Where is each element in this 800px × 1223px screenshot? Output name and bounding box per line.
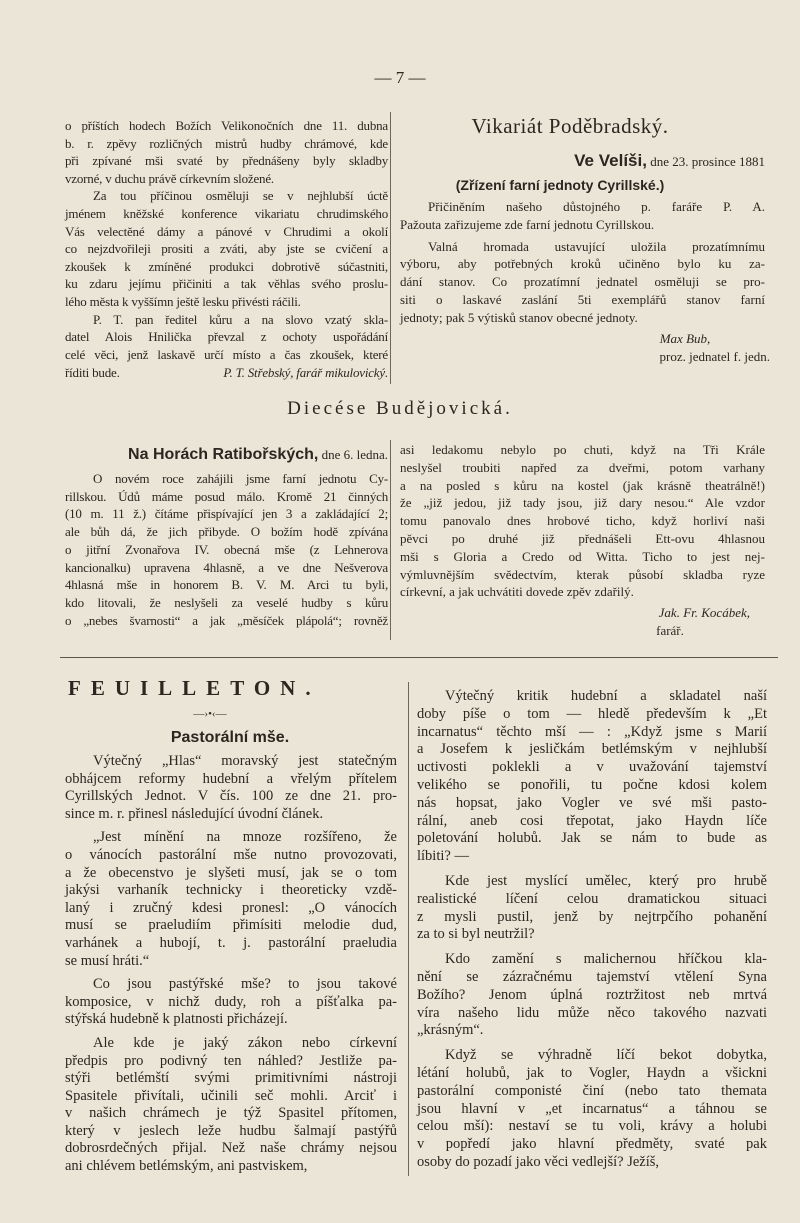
text-line: rillskou. Údů máme posud málo. Kromě 21 činných <box>65 488 388 504</box>
signature-name: Max Bub, <box>659 331 711 346</box>
text-line: lého města k vyššímn ještě lesku přivésti ráčili. <box>65 293 301 309</box>
text-line: ale bůh dá, že jich přibyde. O božím hodě zpívána <box>65 524 388 540</box>
place-name: Ve Velíši, <box>574 151 647 170</box>
text-line: církevní, a jak uchvátiti dovede zpěv zdařilý. <box>400 584 634 600</box>
text-line: jsou hlavní v „et incarnatus“ a táhnou se <box>417 1100 767 1117</box>
text-line: Cyrillských Jednot. V čís. 100 ze dne 21. pro- <box>65 788 397 805</box>
text-line: since m. r. přinesl následující úvodní článek. <box>65 805 324 822</box>
mid-left-heading <box>65 446 388 464</box>
text-line: doby píše o tom — hledě především k „Et <box>417 705 767 722</box>
signature-role: proz. jednatel f. jedn. <box>659 349 770 364</box>
column-divider <box>390 440 391 640</box>
text-line: ku zdaru jejímu přičiniti a tak věhlas svého proslu- <box>65 276 388 292</box>
text-line: Když se výhradně líčí bekot dobytka, <box>445 1047 767 1064</box>
text-line: 4hlasná mše in honorem B. V. M. Arci tu byli, <box>65 577 388 593</box>
text-line: siti o laskavé zaslání 5ti exemplářů stanov farní <box>400 291 765 307</box>
page-number: — 7 — <box>374 68 426 87</box>
text-line: Vás velectěné dámy a pánové v Chrudimi a okolí <box>65 223 388 239</box>
article-title: Pastorální mše. <box>170 729 290 746</box>
top-left-final-row <box>65 364 388 382</box>
text-line: ani chlévem betlémským, ani pastviskem, <box>65 1158 308 1175</box>
text-line: Přičiněním našeho důstojného p. faráře P. A. <box>428 199 765 214</box>
date: dne 6. ledna. <box>321 447 388 462</box>
text-line: asi ledakomu nebylo po chuti, když na Tři Krále <box>400 442 765 457</box>
text-line: Co jsou pastýřské mše? to jsou takové <box>93 976 397 993</box>
text-line: Valná hromada ustavující uložila prozatímnímu <box>428 238 765 254</box>
paragraph <box>417 873 767 944</box>
text-line: zkoušek k zmíněné produkci dobrotivě súčastniti, <box>65 258 388 274</box>
text-line: víra našeho lidu může něco takového nazvati <box>417 1004 767 1021</box>
text-line: realistické líčení celou dramatickou situaci <box>417 890 767 907</box>
paragraph <box>400 238 765 327</box>
text-line: jednoty; pak 5 výtisků stanov obecné jednoty. <box>400 309 638 325</box>
text-line: a Josefem k jesličkám betlémským v nejhlubší <box>417 741 767 758</box>
text-line: který v jeslech leže hudbu šalmají pastýřů <box>65 1122 397 1139</box>
diocese-heading: Diecése Budějovická. <box>287 398 513 419</box>
paragraph <box>400 441 765 601</box>
feuilleton-left-column <box>65 753 397 1176</box>
signature-name: Jak. Fr. Kocábek, <box>658 605 750 620</box>
text-line: že „již jedou, již tady jsou, již dary nesou.“ Ale vzdor <box>400 495 765 511</box>
text-line: Spasitele přivítali, učinili seč mohli. Arciť i <box>65 1087 397 1104</box>
text-line: při zpívané mši svaté by přednášeny byly skladby <box>65 153 388 169</box>
text-line: výboru, aby potřebných kroků učiněno bylo ku za- <box>400 256 765 272</box>
text-line: uctivosti poklekli a v uvažování tajemství <box>417 759 767 776</box>
final-line: říditi bude. <box>65 365 120 380</box>
text-line: Ale kde je jaký zákon nebo církevní <box>93 1034 397 1051</box>
text-line: celou mší): nestaví se tu voli, krávy a holubi <box>417 1118 767 1135</box>
text-line: jménem kněžské konference vikariatu chrudimského <box>65 205 388 221</box>
text-line: o vánocích pastorální mše nutno provozovati, <box>65 846 397 863</box>
text-line: za to si byl neutržil? <box>417 926 535 943</box>
text-line: se musí hráti.“ <box>65 952 150 969</box>
text-line: neslyšel troubiti napřed za dveřmi, potom varhany <box>400 459 765 475</box>
top-right-article <box>400 198 765 327</box>
text-line: tomu panovalo dnes hrobové ticho, když horliví naši <box>400 513 765 529</box>
signature-role: farář. <box>656 623 684 638</box>
paragraph <box>65 976 397 1029</box>
text-line: v popředí jako hlavní předměty, svaté pak <box>417 1136 767 1153</box>
ornament: —›•‹— <box>193 708 227 720</box>
text-line: o příštích hodech Božích Velikonočních dne 11. dubna <box>65 118 388 133</box>
text-line: „krásným“. <box>417 1022 484 1039</box>
feuilleton-right-column <box>417 688 767 1172</box>
text-line: dobrosrdečných přijal. Než naše chrámy nejsou <box>65 1140 397 1157</box>
paragraph <box>65 753 397 823</box>
paragraph <box>417 1047 767 1172</box>
text-line: datel Alois Hnilička převzal z ochoty uspořádání <box>65 329 388 345</box>
text-line: Výtečný „Hlas“ moravský jest statečným <box>93 753 397 769</box>
text-line: komposice, v nichž dudy, roh a píšťalka pa- <box>65 993 397 1010</box>
text-line: pastorální componisté činí (nebo tato themata <box>417 1082 767 1099</box>
text-line: Kde jest myslící umělec, který pro hrubě <box>445 872 767 889</box>
text-line: dání stanov. Co prozatímní jednatel osměluji se pro- <box>400 274 765 290</box>
text-line: O novém roce zahájili jsme farní jednotu Cy- <box>93 471 388 486</box>
paragraph <box>400 198 765 234</box>
mid-left-article <box>65 470 388 629</box>
feuilleton-heading: FEUILLETON. <box>68 676 321 700</box>
text-line: kdo litovali, že neslyšeli za veselé hudby s kůru <box>65 594 388 610</box>
text-line: (10 m. 11 ž.) čítáme přispívající jen 3 a zakládající 2; <box>65 506 388 522</box>
text-line: velikého se ponořili, tu počne kdosi kolem <box>417 776 767 793</box>
text-line: předpis pro podivný ten náhled? Jestliže pa- <box>65 1052 397 1069</box>
subtitle: (Zřízení farní jednoty Cyrillské.) <box>455 177 665 193</box>
text-line: o jitřní Zvonařova IV. obecná mše (z Lehnerova <box>65 541 388 557</box>
section-rule <box>60 657 778 658</box>
text-line: pěvci po druhé již přednášeli Ett-ovu 4hlasnou <box>400 530 765 546</box>
text-line: Výtečný kritik hudební a skladatel naší <box>445 688 767 704</box>
paragraph <box>65 311 388 364</box>
text-line: rální, aneb cosi třepotat, jako Haydn líče <box>417 812 767 829</box>
text-line: výmluvnějším svědectvím, kterak působí skladba ryze <box>400 566 765 582</box>
section-title: Vikariát Poděbradský. <box>471 114 669 138</box>
column-divider <box>408 682 409 1176</box>
text-line: laný i zručný kdesi pronesl: „O vánocích <box>65 899 397 916</box>
text-line: Za tou příčinou osměluji se v nejhlubší úctě <box>93 188 388 204</box>
paragraph <box>65 470 388 629</box>
column-divider <box>390 112 391 384</box>
text-line: Božího? Jenom úplná roztržitost neb mrtvá <box>417 986 767 1003</box>
text-line: musí se praeludiím přimísiti melodie dud, <box>65 917 397 934</box>
text-line: Kdo zamění s malichernou hříčkou kla- <box>445 951 767 968</box>
mid-right-article <box>400 441 765 601</box>
text-line: incarnatus“ těchto mší — : „Když jsme s Marií <box>417 723 767 740</box>
paragraph <box>65 1035 397 1176</box>
date: dne 23. prosince 1881 <box>650 154 765 169</box>
paragraph <box>65 187 388 310</box>
top-left-article <box>65 117 388 363</box>
text-line: co nejzdvořileji prositi a zváti, aby jste se cvičení a <box>65 241 388 257</box>
text-line: varhánek a hubojí, t. j. pastorální praeludia <box>65 934 397 951</box>
text-line: a na posled s kůru na kostel (jak krásně theatrálně!) <box>400 477 765 493</box>
text-line: v našich chrámech je týž Spasitel přítomen, <box>65 1105 397 1122</box>
text-line: obhájcem reformy hudební a vřelým přítelem <box>65 770 397 787</box>
dateline <box>400 151 765 171</box>
text-line: stýři betlémští svými primitivními nástroji <box>65 1070 397 1087</box>
text-line: létání holubů, jak to Vogler, Haydn a všickni <box>417 1064 767 1081</box>
text-line: Pažouta zařizujeme zde farní jednotu Cyrillskou. <box>400 216 655 232</box>
text-line: mši s Gloria a Credo od Witta. Ticho to jest nej- <box>400 548 765 564</box>
text-line: líbiti? — <box>417 848 469 865</box>
place-name: Na Horách Ratibořských, <box>128 446 319 463</box>
text-line: poletování holubů. Jak se nám to bude as <box>417 830 767 847</box>
text-line: nás hopsat, jako Vogler ve své mši pasto- <box>417 794 767 811</box>
text-line: vzorné, v duchu právě církevním složené. <box>65 170 274 186</box>
text-line: celé věci, jenž laskavě určí místo a čas zkoušek, které <box>65 346 388 362</box>
text-line: o „nebes švarnosti“ a jak „měsíček plápolá“; rovněž <box>65 612 388 628</box>
text-line: „Jest mínění na mnoze rozšířeno, že <box>93 829 397 846</box>
text-line: jakýsi varhaník technicky i theoreticky vzdě- <box>65 882 397 899</box>
paragraph <box>417 951 767 1040</box>
text-line: a že obecenstvo je slyšeti musí, jak se o tom <box>65 864 397 881</box>
text-line: osoby do pozadí jako věci vedlejší? Ježíš, <box>417 1153 660 1170</box>
paragraph <box>65 117 388 187</box>
text-line: nění se zázračnému tajemství vtělení Syna <box>417 968 767 985</box>
text-line: stýřská hudebně k platnosti přicházejí. <box>65 1011 288 1028</box>
paragraph <box>417 688 767 866</box>
text-line: kancionalku) upravena 4hlasně, a ve dne Nešverova <box>65 559 388 575</box>
text-line: b. r. zpěvy rozličných mistrů hudby chrámové, kde <box>65 135 388 151</box>
text-line: z mysli pustil, jenž by nejtrpčího pohanění <box>417 908 767 925</box>
text-line: P. T. pan ředitel kůru a na slovo vzatý skla- <box>93 311 388 327</box>
signature: P. T. Střebský, farář mikulovický. <box>223 365 388 380</box>
paragraph <box>65 829 397 970</box>
